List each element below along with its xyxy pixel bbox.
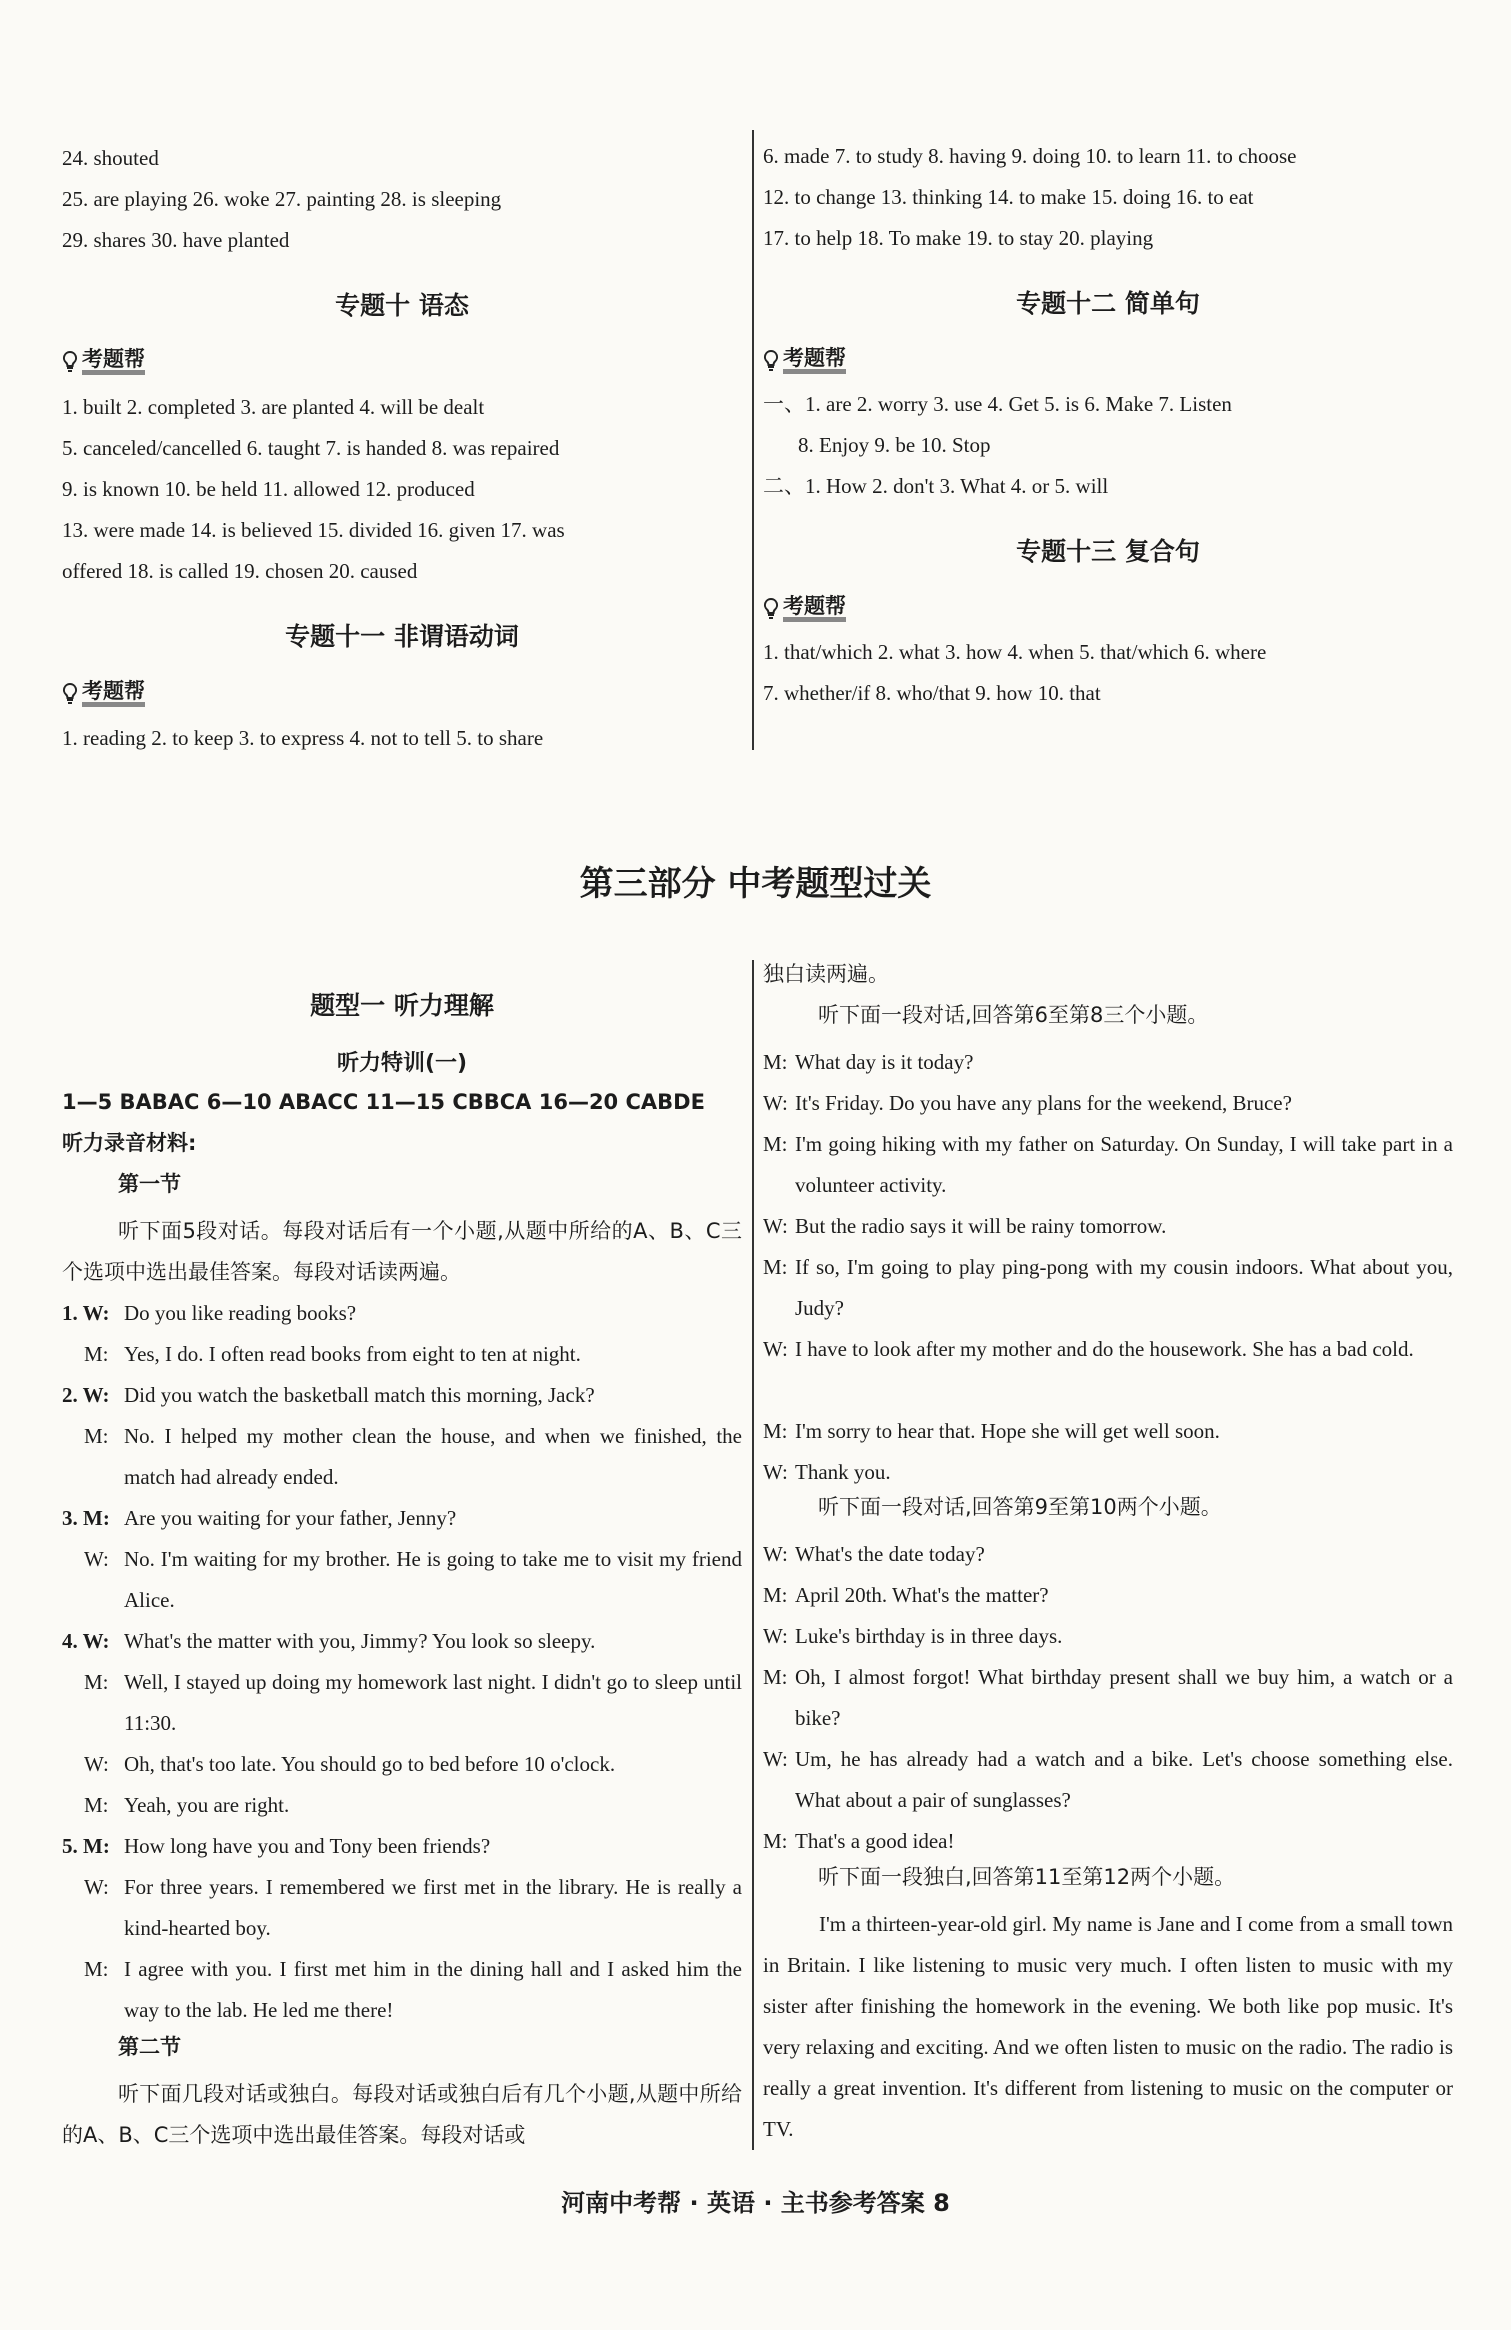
dialogue-line — [763, 1616, 1453, 1657]
dialogue-line — [763, 1575, 1453, 1616]
dialogue-text: That's a good idea! — [795, 1829, 955, 1853]
dialogue-text: I'm going hiking with my father on Saturday. On Sunday, I will take part in a volunteer activity. — [795, 1132, 1453, 1197]
column-divider-bottom — [752, 960, 754, 2150]
answer-line: 1. reading 2. to keep 3. to express 4. not to tell 5. to share — [62, 726, 544, 750]
dialogue-line — [62, 1949, 742, 2031]
speaker-label: W: — [763, 1624, 788, 1648]
speaker-label: W: — [763, 1214, 788, 1238]
kaotibang-tag — [763, 595, 846, 622]
dialogue-line — [62, 1867, 742, 1949]
kaotibang-tag — [62, 680, 145, 707]
lightbulb-icon — [62, 351, 78, 373]
dialogue-text: No. I'm waiting for my brother. He is going to take me to visit my friend Alice. — [124, 1547, 742, 1612]
dialogue-line — [62, 1498, 742, 1539]
dialogue-line — [763, 1206, 1453, 1247]
kaotibang-tag — [62, 348, 145, 375]
dialogue-line — [62, 1744, 742, 1785]
dialogue-text: Oh, I almost forgot! What birthday present shall we buy him, a watch or a bike? — [795, 1665, 1453, 1730]
dialogue-line — [763, 1739, 1453, 1821]
dialogue-text: What's the date today? — [795, 1542, 985, 1566]
dialogue-text: I'm sorry to hear that. Hope she will get well soon. — [795, 1419, 1220, 1443]
dialogue-line — [62, 1662, 742, 1744]
dialogue-line — [62, 1375, 742, 1416]
speaker-label: M: — [763, 1132, 788, 1156]
dialogue-text: No. I helped my mother clean the house, and when we finished, the match had already ended. — [124, 1424, 742, 1489]
tag-label: 考题帮 — [783, 347, 846, 374]
speaker-label: W: — [763, 1542, 788, 1566]
speaker-label: W: — [763, 1747, 788, 1771]
dialogue-text: Thank you. — [795, 1460, 891, 1484]
speaker-label: M: — [84, 1670, 109, 1694]
speaker-label: M: — [84, 1793, 109, 1817]
speaker-label: W: — [84, 1875, 109, 1899]
dialogue-line — [763, 1821, 1453, 1862]
dialogue-line — [62, 1416, 742, 1498]
speaker-label: M: — [84, 1424, 109, 1448]
speaker-label: 4. W: — [62, 1629, 110, 1653]
dialogue-text: What day is it today? — [795, 1050, 974, 1074]
kaotibang-tag — [763, 347, 846, 374]
part-title: 第三部分 中考题型过关 — [579, 864, 932, 904]
continuation-text: 独白读两遍。 — [763, 962, 889, 986]
dialogue-line — [763, 1329, 1453, 1370]
speaker-label: 5. M: — [62, 1834, 110, 1858]
section-heading-13: 专题十三 复合句 — [1016, 537, 1200, 566]
answer-line: 1. that/which 2. what 3. how 4. when 5. that/which 6. where — [763, 640, 1267, 664]
answer-line: 12. to change 13. thinking 14. to make 15. doing 16. to eat — [763, 185, 1254, 209]
dialogue-line — [763, 1124, 1453, 1206]
speaker-label: M: — [763, 1665, 788, 1689]
dialogue-text: Are you waiting for your father, Jenny? — [124, 1506, 457, 1530]
dialogue-text: If so, I'm going to play ping-pong with my cousin indoors. What about you, Judy? — [795, 1255, 1453, 1320]
type-heading: 题型一 听力理解 — [310, 991, 494, 1020]
question-instruction: 听下面一段对话,回答第9至第10两个小题。 — [818, 1495, 1222, 1519]
answer-line: 1. built 2. completed 3. are planted 4. will be dealt — [62, 395, 485, 419]
answer-line: offered 18. is called 19. chosen 20. caused — [62, 559, 418, 583]
dialogue-line — [763, 1042, 1453, 1083]
answer-line: 29. shares 30. have planted — [62, 228, 290, 252]
question-instruction: 听下面一段独白,回答第11至第12两个小题。 — [818, 1865, 1236, 1889]
speaker-label: 3. M: — [62, 1506, 110, 1530]
dialogue-text: How long have you and Tony been friends? — [124, 1834, 491, 1858]
answer-line: 6. made 7. to study 8. having 9. doing 10. to learn 11. to choose — [763, 144, 1297, 168]
speaker-label: W: — [763, 1337, 788, 1361]
dialogue-text: Yeah, you are right. — [124, 1793, 290, 1817]
dialogue-line — [62, 1785, 742, 1826]
dialogue-text: For three years. I remembered we first met in the library. He is really a kind-hearted boy. — [124, 1875, 742, 1940]
speaker-label: 2. W: — [62, 1383, 110, 1407]
column-divider-top — [752, 130, 754, 750]
dialogue-text: I have to look after my mother and do the housework. She has a bad cold. — [795, 1337, 1414, 1361]
dialogue-line — [62, 1334, 742, 1375]
speaker-label: M: — [763, 1583, 788, 1607]
monologue-paragraph: I'm a thirteen-year-old girl. My name is Jane and I come from a small town in Britain. I like listening to music very much. I often listen to music with my sister after finishing the homework in the evening. We both like pop music. It's very relaxing and exciting. And we often listen to music on the radio. The radio is really a great invention. It's different from listening to music on the computer or TV. — [763, 1912, 1453, 2141]
speaker-label: M: — [763, 1829, 788, 1853]
dialogue-line — [763, 1534, 1453, 1575]
tag-label: 考题帮 — [783, 595, 846, 622]
answer-line: 8. Enjoy 9. be 10. Stop — [798, 433, 991, 457]
answer-line: 一、1. are 2. worry 3. use 4. Get 5. is 6. Make 7. Listen — [763, 392, 1232, 416]
dialogue-line — [763, 1247, 1453, 1329]
answer-line: 24. shouted — [62, 146, 159, 170]
section-2-label: 第二节 — [118, 2035, 181, 2059]
answer-line: 7. whether/if 8. who/that 9. how 10. that — [763, 681, 1101, 705]
tag-label: 考题帮 — [82, 680, 145, 707]
dialogue-line — [763, 1657, 1453, 1739]
page-footer: 河南中考帮 · 英语 · 主书参考答案 8 — [561, 2189, 950, 2217]
dialogue-text: But the radio says it will be rainy tomorrow. — [795, 1214, 1167, 1238]
sub-heading: 听力特训(一) — [336, 1051, 468, 1076]
speaker-label: M: — [763, 1050, 788, 1074]
dialogue-text: Yes, I do. I often read books from eight to ten at night. — [124, 1342, 581, 1366]
speaker-label: W: — [84, 1752, 109, 1776]
dialogue-text: April 20th. What's the matter? — [795, 1583, 1049, 1607]
answer-line: 17. to help 18. To make 19. to stay 20. playing — [763, 226, 1154, 250]
dialogue-line — [763, 1452, 1453, 1493]
speaker-label: 1. W: — [62, 1301, 110, 1325]
section-heading-11: 专题十一 非谓语动词 — [285, 622, 519, 651]
dialogue-line — [62, 1293, 742, 1334]
dialogue-text: Well, I stayed up doing my homework last night. I didn't go to sleep until 11:30. — [124, 1670, 742, 1735]
dialogue-text: I agree with you. I first met him in the dining hall and I asked him the way to the lab. He led me there! — [124, 1957, 742, 2022]
dialogue-text: Oh, that's too late. You should go to bed before 10 o'clock. — [124, 1752, 616, 1776]
answer-key: 1—5 BABAC 6—10 ABACC 11—15 CBBCA 16—20 CABDE — [62, 1090, 705, 1114]
speaker-label: W: — [84, 1547, 109, 1571]
answer-line: 二、1. How 2. don't 3. What 4. or 5. will — [763, 474, 1109, 498]
answer-line: 13. were made 14. is believed 15. divided 16. given 17. was — [62, 518, 565, 542]
intro-paragraph-1: 听下面5段对话。每段对话后有一个小题,从题中所给的A、B、C三个选项中选出最佳答案。每段对话读两遍。 — [62, 1219, 742, 1284]
answer-line: 5. canceled/cancelled 6. taught 7. is handed 8. was repaired — [62, 436, 560, 460]
section-heading-10: 专题十 语态 — [335, 291, 469, 320]
dialogue-line — [62, 1826, 742, 1867]
dialogue-text: Luke's birthday is in three days. — [795, 1624, 1063, 1648]
speaker-label: M: — [763, 1419, 788, 1443]
dialogue-line — [62, 1539, 742, 1621]
dialogue-text: It's Friday. Do you have any plans for the weekend, Bruce? — [795, 1091, 1292, 1115]
speaker-label: W: — [763, 1091, 788, 1115]
dialogue-line — [763, 1083, 1453, 1124]
answer-line: 25. are playing 26. woke 27. painting 28. is sleeping — [62, 187, 502, 211]
dialogue-line — [62, 1621, 742, 1662]
lightbulb-icon — [763, 350, 779, 372]
lightbulb-icon — [763, 598, 779, 620]
section-1-label: 第一节 — [118, 1172, 181, 1196]
dialogue-line — [763, 1411, 1453, 1452]
dialogue-text: Um, he has already had a watch and a bike. Let's choose something else. What about a pair of sunglasses? — [795, 1747, 1453, 1812]
question-instruction: 听下面一段对话,回答第6至第8三个小题。 — [818, 1003, 1209, 1027]
section-heading-12: 专题十二 简单句 — [1016, 289, 1200, 318]
speaker-label: M: — [84, 1957, 109, 1981]
speaker-label: M: — [84, 1342, 109, 1366]
speaker-label: M: — [763, 1255, 788, 1279]
dialogue-text: Do you like reading books? — [124, 1301, 357, 1325]
material-label: 听力录音材料: — [62, 1131, 197, 1155]
speaker-label: W: — [763, 1460, 788, 1484]
lightbulb-icon — [62, 683, 78, 705]
intro-paragraph-2: 听下面几段对话或独白。每段对话或独白后有几个小题,从题中所给的A、B、C三个选项中选出最佳答案。每段对话或 — [62, 2082, 742, 2147]
answer-line: 9. is known 10. be held 11. allowed 12. produced — [62, 477, 475, 501]
tag-label: 考题帮 — [82, 348, 145, 375]
dialogue-text: What's the matter with you, Jimmy? You look so sleepy. — [124, 1629, 596, 1653]
dialogue-text: Did you watch the basketball match this morning, Jack? — [124, 1383, 595, 1407]
